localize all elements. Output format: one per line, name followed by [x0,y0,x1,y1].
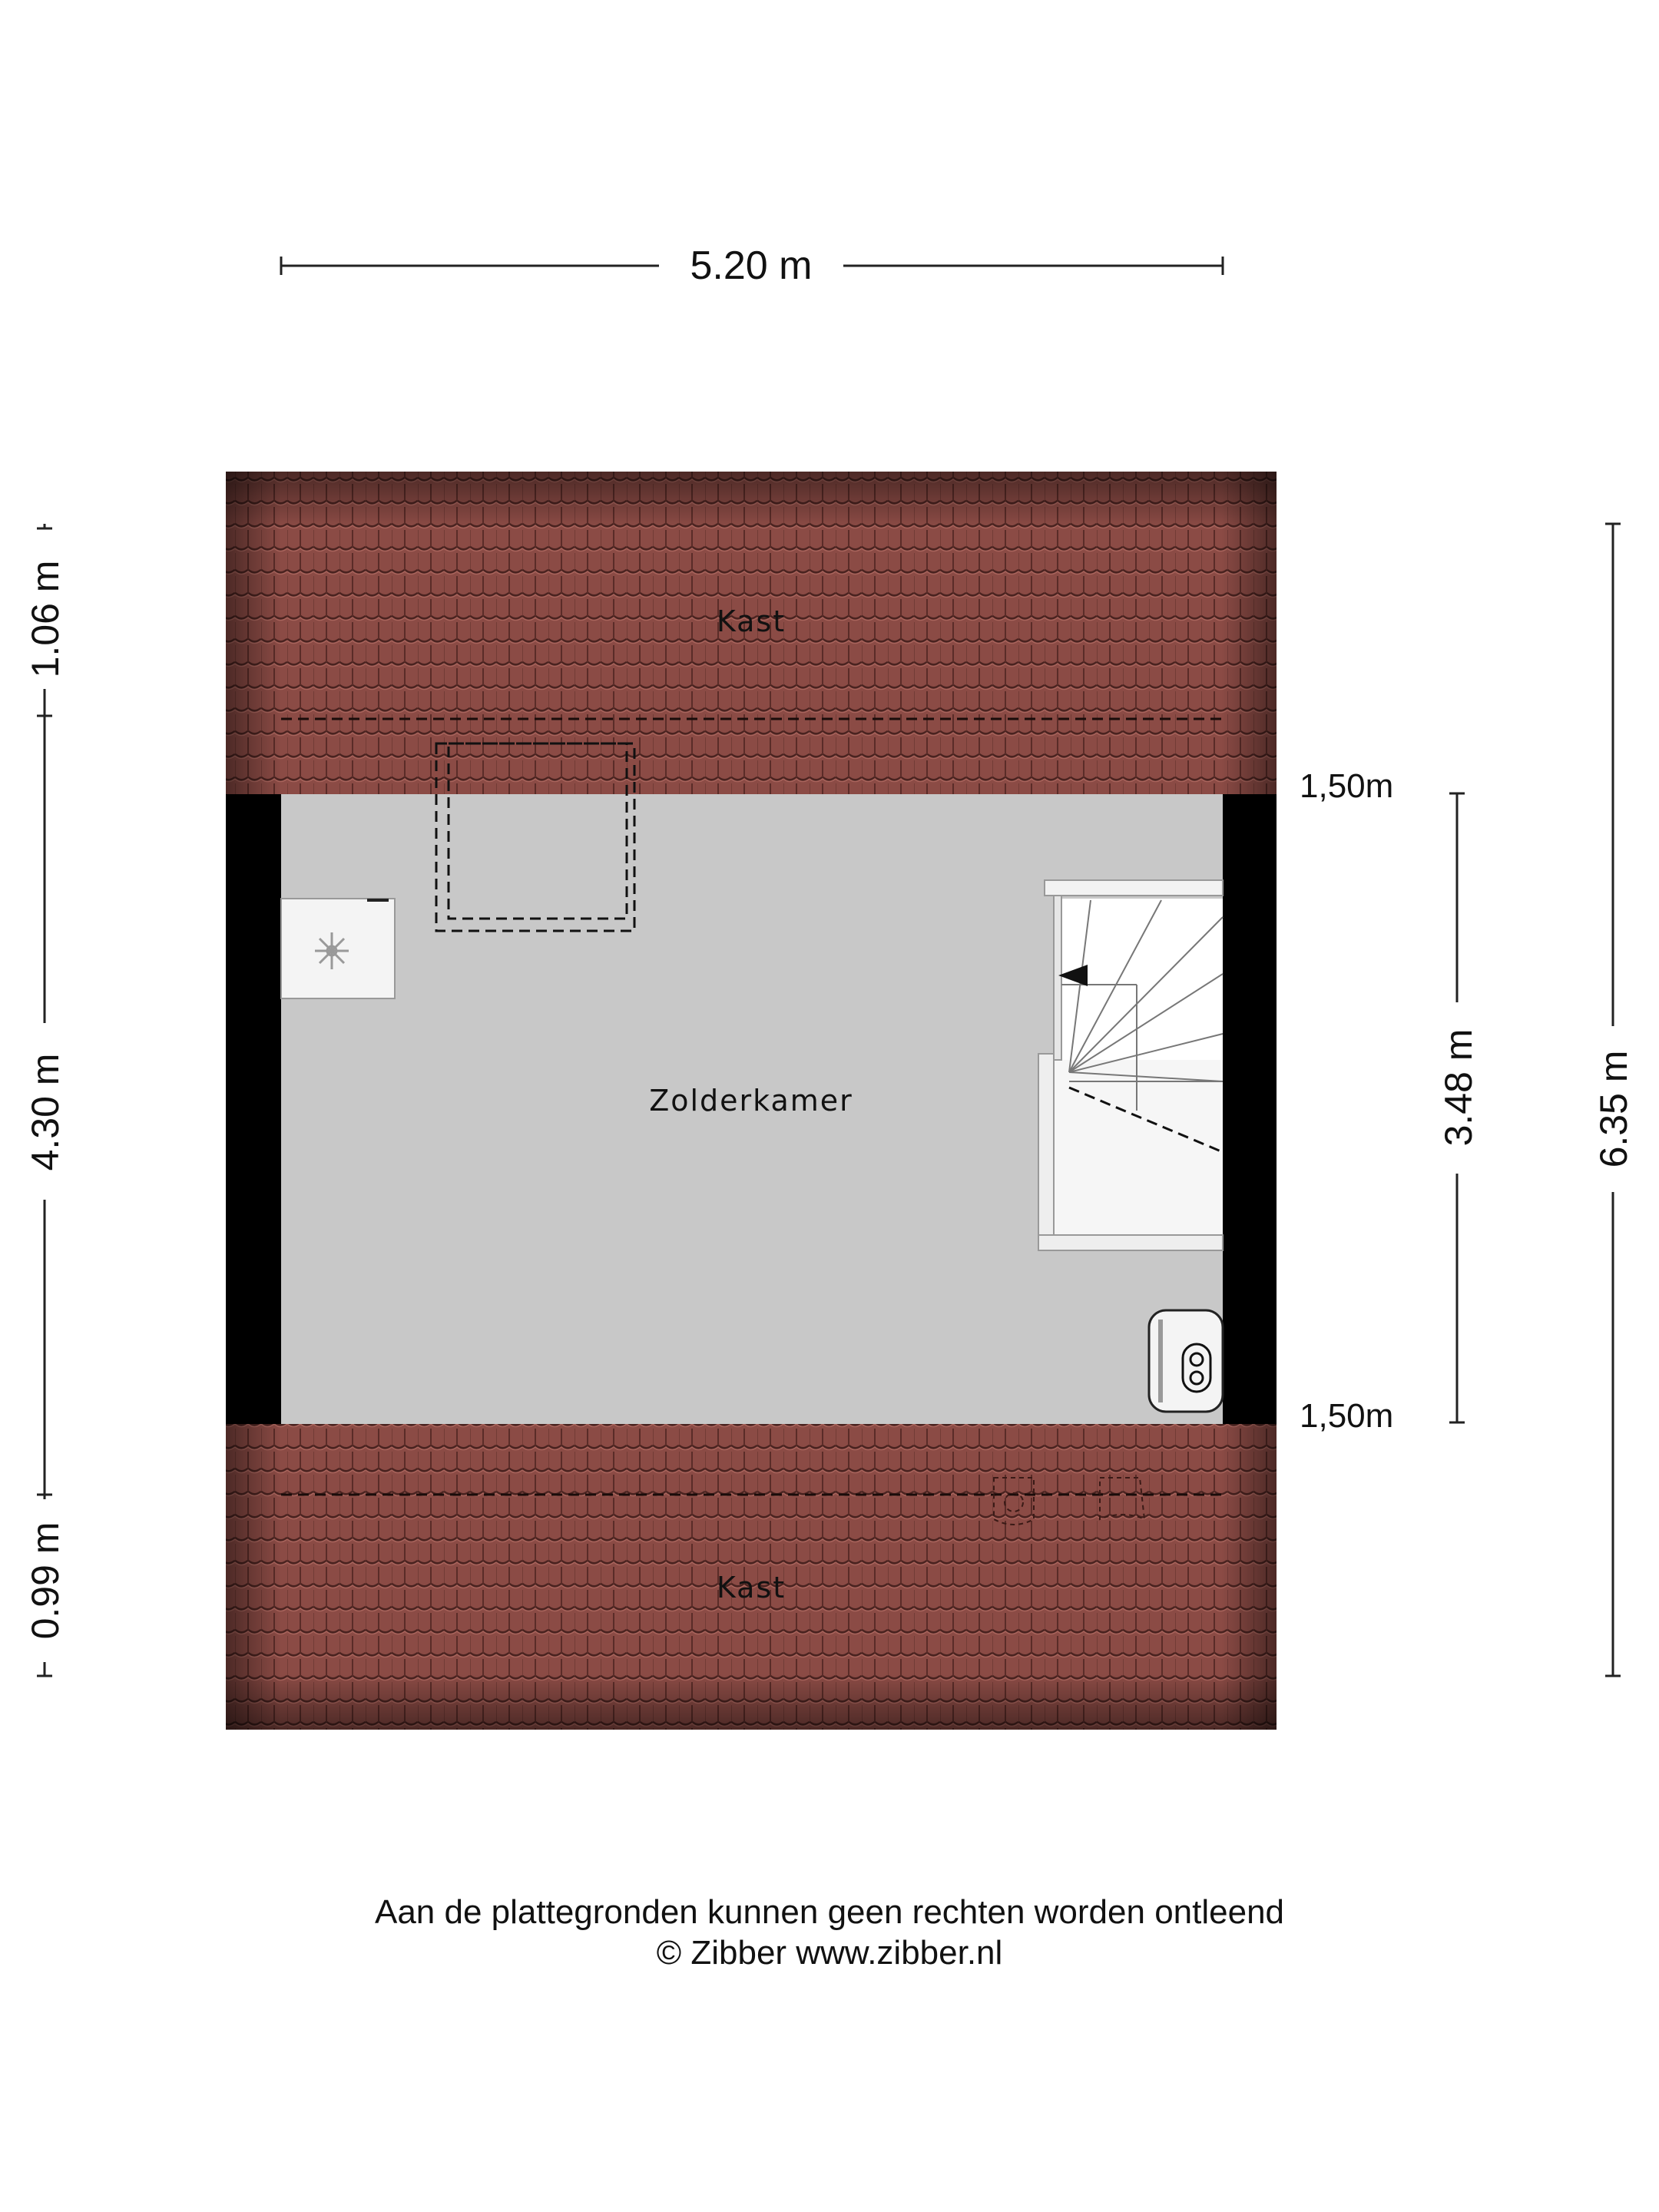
staircase [1038,880,1223,1250]
dimension-left [24,524,67,1676]
dimension-left-top-label: 1.06 m [24,560,67,678]
wall-right [1223,794,1277,1424]
dimension-right-inner-label: 3.48 m [1437,1028,1480,1147]
dimension-left-middle-label: 4.30 m [24,1053,67,1171]
knee-height-bottom-label: 1,50m [1300,1397,1394,1435]
dimension-top-width-label: 5.20 m [690,243,813,288]
knee-height-top-label: 1,50m [1300,767,1394,805]
room-label-storage-top: Kast [716,604,786,638]
dimension-right-inner [1437,793,1480,1422]
wall-left [226,794,281,1424]
dimension-top-width [281,243,1223,288]
footer-disclaimer: Aan de plattegronden kunnen geen rechten worden ontleend [374,1893,1285,1931]
dimension-right-outer-label: 6.35 m [1592,1050,1635,1168]
room-label-storage-bottom: Kast [716,1571,786,1604]
dimension-left-bottom-label: 0.99 m [24,1522,67,1640]
dimension-right-outer [1592,524,1635,1676]
toilet [1149,1310,1223,1412]
room-label-attic: Zolderkamer [649,1084,853,1118]
footer-copyright: © Zibber www.zibber.nl [656,1934,1003,1972]
heating-unit [281,899,395,998]
